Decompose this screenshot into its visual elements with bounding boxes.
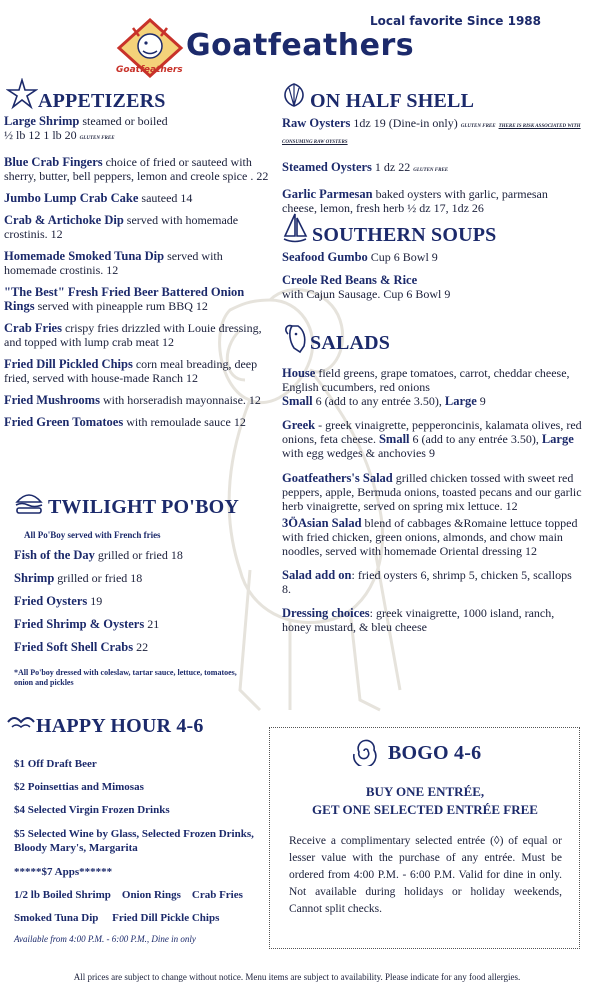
list-item: Fried Shrimp & Oysters 21 (14, 617, 160, 631)
bogo-body: Receive a complimentary selected entrée (◊) of equal or lesser value with the purchase of any entrée. Must be ordered from 4:00 P.M. - 6:00 P.M. Valid for dine in only. Not available during holidays or holiday weekends, Cannot split checks. (289, 835, 562, 915)
half-shell-list (282, 117, 582, 215)
list-item: $1 Off Draft Beer (14, 758, 97, 770)
bogo-headline-1: BUY ONE ENTRÉE, (365, 784, 485, 799)
list-item: Crab & Artichoke Dip served with homemade crostinis. 12 (4, 213, 239, 241)
list-item: ½ lb 12 1 lb 20 GLUTEN FREE (4, 128, 115, 142)
list-item: Raw Oysters 1dz 19 (Dine-in only) GLUTEN FREE THERE IS RISK ASSOCIATED WITH CONSUMING RAW OYSTERS (282, 116, 581, 145)
list-item: Fried Mushrooms with horseradish mayonnaise. 12 (4, 393, 261, 407)
list-item: $2 Poinsettias and Mimosas (14, 781, 144, 793)
list-item: Fried Green Tomatoes with remoulade sauce 12 (4, 415, 246, 429)
list-item: $4 Selected Virgin Frozen Drinks (14, 804, 170, 816)
starfish-icon (6, 78, 38, 110)
soups-title: SOUTHERN SOUPS (312, 224, 497, 246)
footer-disclaimer: All prices are subject to change without notice. Menu items are subject to availability. Please indicate for any food allergies. (73, 972, 521, 982)
seagull-icon (6, 712, 36, 732)
list-item-desc: with Cajun Sausage. Cup 6 Bowl 9 (282, 287, 451, 301)
sailboat-icon (282, 212, 308, 244)
list-item: Blue Crab Fingers choice of fried or sauteed with sherry, butter, bell peppers, lemon and creole spice . 22 (4, 155, 269, 183)
goat-head-icon (284, 322, 310, 354)
poboy-footnote: *All Po'boy dressed with coleslaw, tartar sauce, lettuce, tomatoes, onion and pickles (14, 668, 237, 687)
list-item: *****$7 Apps****** (14, 866, 113, 878)
happy-hour-list (14, 758, 266, 944)
nautilus-shell-icon (350, 736, 382, 766)
list-item: 1/2 lb Boiled Shrimp Onion Rings Crab Fries (14, 889, 243, 901)
happy-hour-title: HAPPY HOUR 4-6 (36, 715, 204, 737)
list-item: Goatfeathers's Salad grilled chicken tossed with sweet red peppers, apple, Bermuda onions, toasted pecans and our garlic herb vinaigrette, served on spring mix lettuce. 12 (282, 471, 582, 513)
list-item: House field greens, grape tomatoes, carrot, cheddar cheese, English cucumbers, red onions Small 6 (add to any entrée 3.50), Large 9 (282, 366, 570, 408)
list-item: Fried Dill Pickled Chips corn meal breading, deep fried, served with house-made Ranch 12 (4, 357, 258, 385)
appetizers-list (4, 114, 276, 429)
oyster-shell-icon (280, 82, 308, 108)
logo-caption: Goatfeathers (116, 65, 183, 75)
list-item: Fried Oysters 19 (14, 594, 103, 608)
poboy-title: TWILIGHT PO'BOY (48, 496, 240, 518)
list-item: $5 Selected Wine by Glass, Selected Frozen Drinks, Bloody Mary's, Margarita (14, 828, 254, 854)
list-item: Greek - greek vinaigrette, pepperoncinis, kalamata olives, red onions, feta cheese. Small 6 (add to any entrée 3.50), Large with egg wedges & anchovies 9 (282, 418, 582, 460)
list-item: Garlic Parmesan baked oysters with garlic, parmesan cheese, lemon, fresh herb ½ dz 17, 1dz 26 (282, 187, 548, 215)
list-item: Jumbo Lump Crab Cake sauteed 14 (4, 191, 193, 205)
poboy-subtitle: All Po'Boy served with French fries (24, 530, 161, 540)
tagline: Local favorite Since 1988 (370, 14, 541, 28)
salads-title: SALADS (310, 332, 391, 354)
appetizers-title: APPETIZERS (38, 90, 166, 112)
list-item: 3ÖAsian Salad blend of cabbages &Romaine lettuce topped with fried chicken, green onions, almonds, and chow main noodles, served with homemade Oriental dressing 12 (282, 516, 578, 558)
list-item: Fish of the Day grilled or fried 18 (14, 548, 183, 562)
restaurant-name: Goatfeathers (186, 28, 415, 63)
half-shell-title: ON HALF SHELL (310, 90, 475, 112)
soups-list (282, 250, 582, 301)
list-item: Salad add on: fried oysters 6, shrimp 5, chicken 5, scallops 8. (282, 568, 572, 596)
list-item: Fried Soft Shell Crabs 22 (14, 640, 149, 654)
list-item: Steamed Oysters 1 dz 22 GLUTEN FREE (282, 160, 449, 174)
list-item: Homemade Smoked Tuna Dip served with homemade crostinis. 12 (4, 249, 223, 277)
salads-list (282, 366, 582, 634)
list-item: "The Best" Fresh Fried Beer Battered Onion Rings served with pineapple rum BBQ 12 (4, 285, 245, 313)
list-item: Large Shrimp steamed or boiled (4, 114, 168, 128)
bogo-title: BOGO 4-6 (388, 742, 482, 764)
list-item: Creole Red Beans & Rice (282, 273, 418, 287)
poboy-list (14, 548, 274, 654)
list-item: Crab Fries crispy fries drizzled with Louie dressing, and topped with lump crab meat 12 (4, 321, 262, 349)
list-item: Smoked Tuna Dip Fried Dill Pickle Chips (14, 912, 220, 924)
happy-hour-availability: Available from 4:00 P.M. - 6:00 P.M., Dine in only (14, 934, 196, 944)
list-item: Shrimp grilled or fried 18 (14, 571, 143, 585)
bogo-headline-2: GET ONE SELECTED ENTRÉE FREE (312, 802, 538, 817)
list-item: Seafood Gumbo Cup 6 Bowl 9 (282, 250, 438, 264)
list-item: Dressing choices: greek vinaigrette, 1000 island, ranch, honey mustard, & bleu cheese (282, 606, 555, 634)
sandwich-icon (14, 490, 44, 516)
